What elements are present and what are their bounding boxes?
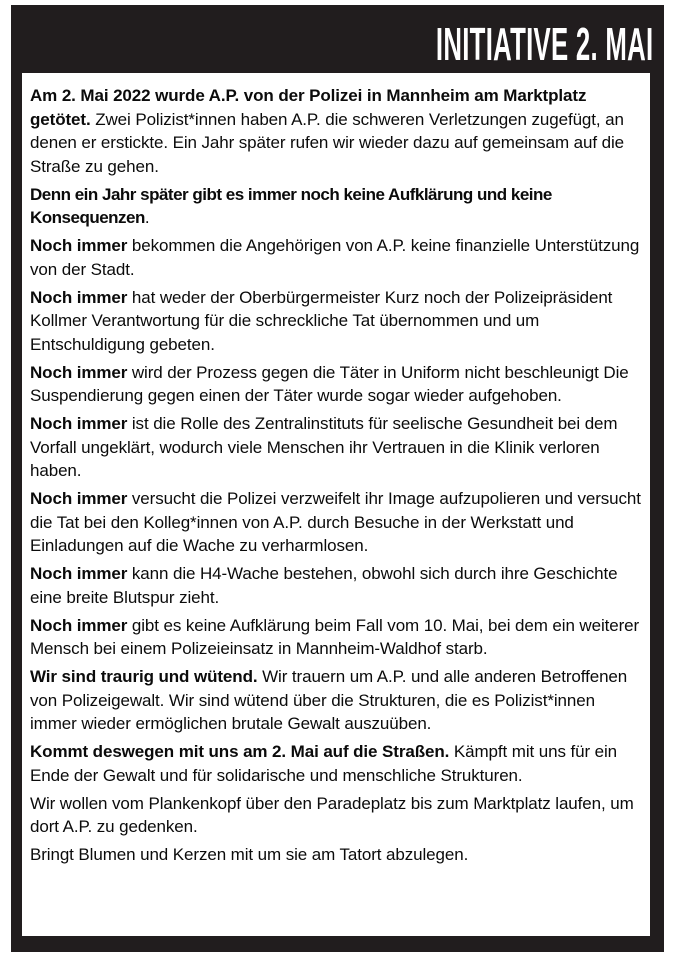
paragraph-text: Kämpft mit uns für ein Ende der Gewalt und für solidarische und menschliche Strukturen.: [30, 742, 618, 785]
paragraph-lead-bold: Am 2. Mai 2022 wurde A.P. von der Polizei in Mannheim am Marktplatz getötet.: [30, 86, 587, 129]
paragraph-text: versucht die Polizei verzweifelt ihr Image aufzupolieren und versucht die Tat bei den Kolleg*innen von A.P. durch Besuche in der Werkstatt und Einladungen auf die Wache zu verharmlosen.: [30, 489, 641, 555]
paragraph-text: .: [144, 208, 150, 227]
paragraph-text: hat weder der Oberbürgermeister Kurz noch der Polizeipräsident Kollmer Verantwortung für die schreckliche Tat übernommen und um Entschuldigung gebeten.: [30, 287, 613, 354]
flyer-title: INITIATIVE 2. MAI: [435, 18, 653, 70]
paragraph-lead-bold: Noch immer: [30, 287, 128, 307]
paragraph-text: bekommen die Angehörigen von A.P. keine finanzielle Unterstützung von der Stadt.: [30, 236, 640, 279]
paragraph-lead-bold: Noch immer: [30, 615, 128, 635]
flyer-paragraph: [30, 234, 645, 281]
paragraph-lead-bold: Denn ein Jahr später gibt es immer noch keine Aufklärung und keine Konsequenzen: [30, 184, 552, 227]
paragraph-lead-bold: Noch immer: [30, 414, 128, 433]
paragraph-text: Wir wollen vom Plankenkopf über den Paradeplatz bis zum Marktplatz laufen, um dort A.P. zu gedenken.: [30, 793, 634, 836]
paragraph-lead-bold: Noch immer: [30, 489, 128, 508]
paragraph-lead-bold: Wir sind traurig und wütend.: [30, 667, 258, 686]
flyer-paragraph: [30, 487, 645, 558]
flyer-paragraph: [30, 665, 645, 736]
paragraph-lead-bold: Noch immer: [30, 362, 128, 382]
flyer-paragraph: [30, 84, 645, 178]
flyer-paragraph: [30, 792, 645, 839]
black-frame: [11, 5, 664, 952]
paragraph-lead-bold: Noch immer: [30, 564, 128, 583]
paragraph-text: Wir trauern um A.P. und alle anderen Betroffenen von Polizeigewalt. Wir sind wütend über die Strukturen, die es Polizist*innen immer wieder ermöglichen brutale Gewalt auszuüben.: [30, 667, 628, 733]
flyer-paragraph: [30, 843, 645, 867]
flyer-paragraph: [30, 361, 645, 408]
flyer-paragraph: [30, 740, 645, 787]
flyer-paragraph: [30, 286, 645, 357]
paragraph-text: ist die Rolle des Zentralinstituts für seelische Gesundheit bei dem Vorfall ungeklärt, wodurch viele Menschen ihr Vertrauen in die Klinik verloren haben.: [30, 414, 618, 480]
title-band: [11, 5, 664, 73]
flyer-paragraph: [30, 562, 645, 609]
paragraph-text: wird der Prozess gegen die Täter in Uniform nicht beschleunigt Die Suspendierung gegen einen der Täter wurde sogar wieder aufgehoben.: [30, 362, 629, 405]
paragraph-text: gibt es keine Aufklärung beim Fall vom 10. Mai, bei dem ein weiterer Mensch bei einem Polizeieinsatz in Mannheim-Waldhof starb.: [30, 615, 640, 658]
flyer-paragraph: [30, 614, 645, 661]
paragraph-lead-bold: Kommt deswegen mit uns am 2. Mai auf die Straßen.: [30, 742, 450, 761]
paragraph-text: Zwei Polizist*innen haben A.P. die schweren Verletzungen zugefügt, an denen er erstickte. Ein Jahr später rufen wir wieder dazu auf gemeinsam auf die Straße zu gehen.: [30, 109, 625, 176]
flyer-paragraph: [30, 412, 645, 483]
paragraph-text: Bringt Blumen und Kerzen mit um sie am Tatort abzulegen.: [30, 845, 469, 864]
paragraph-lead-bold: Noch immer: [30, 236, 128, 255]
flyer-paragraph: [30, 183, 645, 230]
flyer-body: [22, 73, 650, 936]
paragraph-text: kann die H4-Wache bestehen, obwohl sich durch ihre Geschichte eine breite Blutspur zieht.: [30, 564, 618, 607]
